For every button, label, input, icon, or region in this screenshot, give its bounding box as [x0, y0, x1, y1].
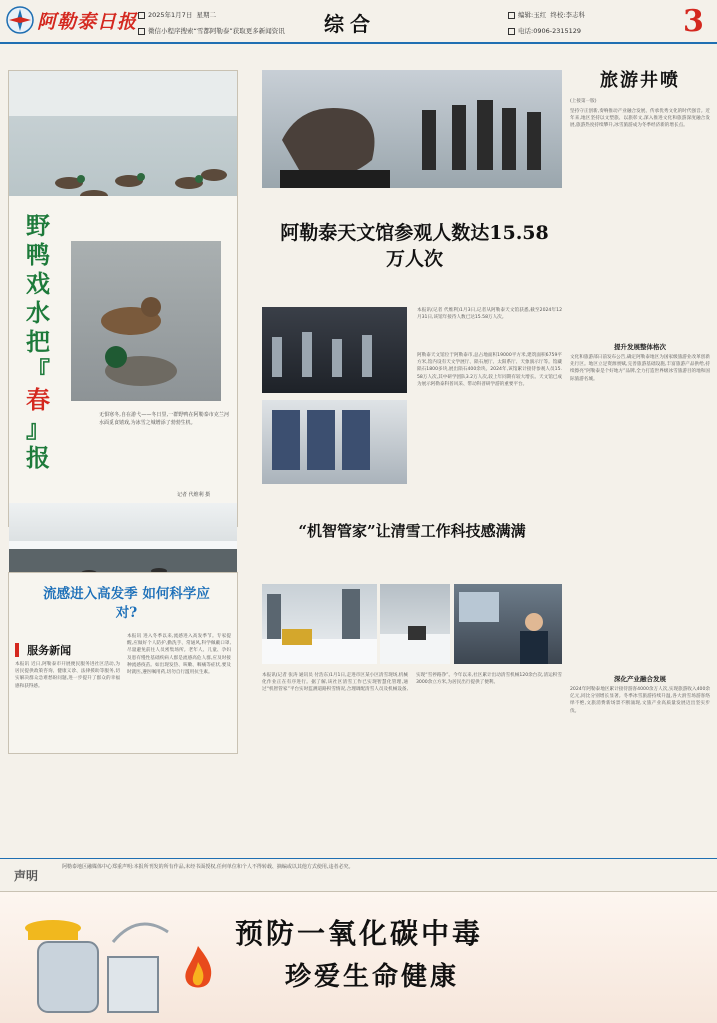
duck-reporter: 记者 代维利 摄: [177, 492, 211, 498]
editor-info: 编辑:玉红 终校:李志科: [508, 10, 585, 19]
observatory-photo-exhibit: [262, 400, 407, 484]
ad-line-1: 预防一氧化碳中毒: [235, 917, 484, 950]
flame-icon: [178, 944, 218, 994]
flu-body: 本报讯 进入冬季以来,流感进入高发季节。专家提醒,应做好个人防护,勤洗手、常通风,科学佩戴口罩,尽量避免前往人员密集场所。老年人、儿童、孕妇及患有慢性基础疾病人群是流感高危人群,应及时接种流感疫苗。如出现发热、咳嗽、咽痛等症状,要及时就医,遵医嘱用药,切勿自行滥用抗生素。: [127, 634, 231, 676]
flu-headline: 流感进入高发季 如何科学应对?: [43, 586, 210, 621]
section-title: 综合: [324, 12, 376, 36]
observatory-body: 阿勒泰天文馆位于阿勒泰市,总占地面积19000平方米,建筑面积6759平方米,馆内设有天文学展厅、陨石展厅、太阳系厅、天象演示厅等。馆藏陨石1800多块,展出陨石400余块。2024年,该馆累计接待参观人员15.58万人次,其中研学团队3.2万人次,较上年同期有较大增长。天文馆已成为展示阿勒泰科普风采、带动科普研学游的重要平台。: [417, 353, 562, 387]
snow-photo-road: [380, 584, 450, 664]
statement-bar: [0, 858, 717, 892]
observatory-photo-hall: [262, 307, 407, 393]
duck-photo-top: [9, 71, 237, 196]
newspaper-logo: 阿勒泰日报: [37, 11, 138, 33]
logo-icon: [6, 6, 34, 34]
snow-photo-control-room: [454, 584, 562, 664]
tourism-subhead-2: 深化产业融合发展: [614, 675, 666, 683]
service-news-body: 本报讯 近日,阿勒泰市开展便民服务进社区活动,为居民提供政策咨询、健康义诊、法律援助等服务,切实解决群众急难愁盼问题,进一步提升了群众的幸福感和获得感。: [15, 662, 120, 689]
gas-cylinder-icon: [18, 902, 198, 1017]
phone-info: 电话:0906-2315129: [508, 26, 581, 35]
observatory-headline: 阿勒泰天文馆参观人数达15.58万人次: [280, 222, 549, 270]
tourism-body-3: 2024年阿勒泰地区累计接待游客4000余万人次,实现旅游收入400余亿元,同比分别增长显著。冬季冰雪旅游持续升温,各大滑雪场游客络绎不绝,文旅消费新场景不断涌现,文旅产业高质量发展迈出坚实步伐。: [570, 687, 710, 714]
tourism-headline: 旅游井喷: [600, 70, 680, 91]
snow-photo-street: [262, 584, 377, 664]
masthead: [0, 0, 717, 44]
snow-body: 本报讯(记者 张涛 通讯员 付浩东)1月1日,走进市区某小区清雪现场,机械化作业正在有序进行。据了解,该社区清雪工作已实现智慧化管理,通过“机智管家”平台实时监测道路积雪情况,合理调配清雪人员及机械设备,实现“雪停路净”。今年以来,社区累计出动清雪机械120余台次,清运积雪3000余立方米,为居民出行提供了便利。: [262, 673, 562, 693]
statement-text: 阿勒泰地区融媒体中心郑重声明:本报所刊发的所有作品,未经书面授权,任何单位和个人不得转载、摘编或以其他方式使用,违者必究。: [62, 864, 354, 870]
observatory-photo-main: [262, 70, 562, 188]
wechat-hint: 微信小程序搜索“雪都阿勒泰”获取更多新闻资讯: [138, 26, 285, 35]
duck-headline: 野 鸭 戏 水 把 『 春 』 报: [26, 211, 50, 472]
tourism-body-1: 坚持守正创新,奏响推动产业融合发展、传承优秀文化的时代强音。近年来,地区坚持以文塑旅、以旅彰文,深入推进文化和旅游深度融合发展,旅游热度持续攀升,冰雪旅游成为冬季经济新的增长点。: [570, 109, 710, 129]
tourism-subhead-1: 提升发展整体格次: [614, 343, 666, 351]
observatory-lead: 本报讯(记者 代维利)1月3日,记者从阿勒泰天文馆获悉,截至2024年12月31日,该馆年接待人数已达15.58万人次。: [417, 308, 562, 321]
tourism-lead: (上接第一版): [570, 99, 597, 104]
tourism-body-2: 文化和旅游部日前发布公告,确定阿勒泰地区为国家级旅游业改革创新先行区。地区立足资源禀赋,完善旅游基础设施,丰富旅游产品供给,持续擦亮“阿勒泰是个好地方”品牌,全力打造世界级冰雪旅游目的地和国际旅游名城。: [570, 355, 710, 382]
snow-story: [262, 520, 562, 750]
statement-label: 声明: [14, 869, 39, 883]
co-safety-ad: [0, 892, 717, 1023]
snow-headline: “机智管家”让清雪工作科技感满满: [298, 522, 526, 540]
observatory-story: [262, 70, 565, 520]
duck-caption: 无惧寒冬,自在游弋——冬日里,一群野鸭在阿勒泰市克兰河水面觅食嬉戏,为冰雪之城增添了勃勃生机。: [99, 412, 229, 426]
flu-story: [8, 572, 238, 754]
issue-date: 2025年1月7日 星期二: [138, 10, 216, 19]
duck-story: [8, 70, 238, 527]
tourism-story: [570, 62, 710, 842]
ad-line-2: 珍爱生命健康: [285, 962, 460, 992]
header-rule: [0, 42, 717, 44]
duck-photo-closeup: [71, 241, 221, 401]
page-number: 3: [683, 4, 704, 39]
service-news-label: 服务新闻: [15, 639, 85, 655]
